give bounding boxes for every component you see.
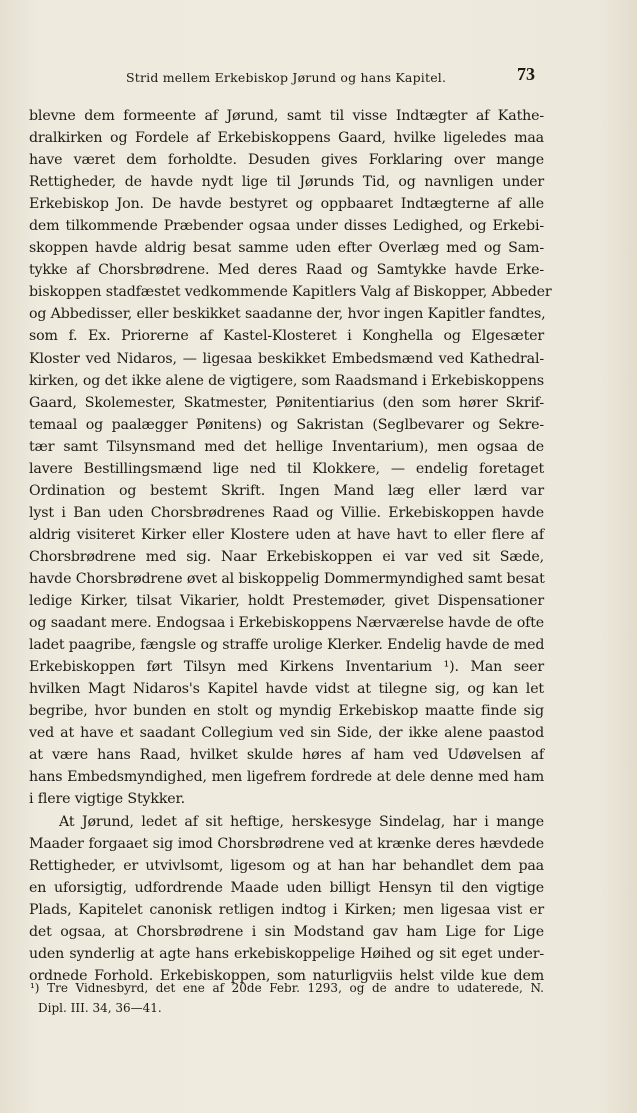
text-line: lavere Bestillingsmænd lige ned til Klokkere, — endelig foretaget [29, 460, 544, 477]
body-text [29, 105, 552, 987]
text-line: ladet paagribe, fængsle og straffe urolige Klerker. Endelig havde de med [29, 637, 545, 654]
text-line: og saadant mere. Endogsaa i Erkebiskoppens Nærværelse havde de ofte [29, 615, 544, 632]
footnotes [30, 978, 544, 1018]
footnote-line: ¹) Tre Vidnesbyrd, det ene af 20de Febr. 1293, og de andre to udaterede, N. [30, 981, 544, 995]
text-line: skoppen havde aldrig besat samme uden efter Overlæg med og Sam- [29, 240, 544, 257]
text-line: dralkirken og Fordele af Erkebiskoppens Gaard, hvilke ligeledes maa [29, 130, 544, 147]
text-line: have været dem forholdte. Desuden gives Forklaring over mange [29, 152, 544, 169]
text-line: tykke af Chorsbrødrene. Med deres Raad og Samtykke havde Erke- [29, 262, 544, 279]
page-header [0, 64, 637, 88]
text-line: som f. Ex. Priorerne af Kastel-Klosteret i Konghella og Elgesæter [29, 328, 544, 345]
text-line: at være hans Raad, hvilket skulde høres af ham ved Udøvelsen af [29, 747, 544, 764]
page-number: 73 [517, 64, 535, 84]
text-line: i flere vigtige Stykker. [29, 791, 185, 808]
text-line: ordnede Forhold. Erkebiskoppen, som naturligviis helst vilde kue dem [29, 967, 544, 984]
text-line: Rettigheder, de havde nydt lige til Jørunds Tid, og navnligen under [29, 174, 544, 191]
text-line: uden synderlig at agte hans erkebiskoppelige Høihed og sit eget under- [29, 945, 544, 962]
text-line: Erkebiskoppen ført Tilsyn med Kirkens Inventarium ¹). Man seer [29, 659, 544, 676]
text-line: Chorsbrødrene med sig. Naar Erkebiskoppen ei var ved sit Sæde, [29, 548, 544, 565]
running-head: Strid mellem Erkebiskop Jørund og hans Kapitel. [126, 70, 447, 85]
text-line: temaal og paalægger Pønitens) og Sakristan (Seglbevarer og Sekre- [29, 416, 544, 433]
text-line: hans Embedsmyndighed, men ligefrem fordrede at dele denne med ham [29, 769, 544, 786]
text-line: Rettigheder, er utvivlsomt, ligesom og at han har behandlet dem paa [29, 857, 544, 874]
text-line: havde Chorsbrødrene øvet al biskoppelig Dommermyndighed samt besat [29, 570, 545, 587]
text-line: ved at have et saadant Collegium ved sin Side, der ikke alene paastod [29, 725, 544, 742]
text-line: blevne dem formeente af Jørund, samt til visse Indtægter af Kathe- [29, 108, 544, 124]
text-line: Erkebiskop Jon. De havde bestyret og oppbaaret Indtægterne af alle [29, 196, 544, 213]
text-line: det ogsaa, at Chorsbrødrene i sin Modstand gav ham Lige for Lige [29, 923, 544, 940]
text-line: ledige Kirker, tilsat Vikarier, holdt Prestemøder, givet Dispensationer [29, 593, 544, 610]
text-line: Kloster ved Nidaros, — ligesaa beskikket Embedsmænd ved Kathedral- [29, 350, 544, 367]
text-line: kirken, og det ikke alene de vigtigere, som Raadsmand i Erkebiskoppens [29, 372, 544, 389]
paragraph-start-line: At Jørund, ledet af sit heftige, herskesyge Sindelag, har i mange [59, 813, 544, 830]
text-line: aldrig visiteret Kirker eller Klostere uden at have havt to eller flere af [29, 526, 544, 543]
text-line: Gaard, Skolemester, Skatmester, Pønitentiarius (den som hører Skrif- [29, 394, 544, 411]
text-line: Plads, Kapitelet canonisk retligen indtog i Kirken; men ligesaa vist er [29, 901, 544, 918]
text-line: Maader forgaaet sig imod Chorsbrødrene ved at krænke deres hævdede [29, 835, 544, 852]
footnote-line: Dipl. III. 34, 36—41. [38, 1001, 162, 1015]
text-line: biskoppen stadfæstet vedkommende Kapitlers Valg af Biskopper, Abbeder [29, 284, 552, 301]
text-line: dem tilkommende Præbender ogsaa under disses Ledighed, og Erkebi- [29, 218, 544, 235]
text-line: og Abbedisser, eller beskikket saadanne der, hvor ingen Kapitler fandtes, [29, 306, 546, 323]
text-line: lyst i Ban uden Chorsbrødrenes Raad og Villie. Erkebiskoppen havde [29, 504, 544, 521]
text-line: tær samt Tilsynsmand med det hellige Inventarium), men ogsaa de [29, 438, 544, 455]
text-line: begribe, hvor bunden en stolt og myndig Erkebiskop maatte finde sig [29, 703, 544, 720]
text-line: hvilken Magt Nidaros's Kapitel havde vidst at tilegne sig, og kan let [29, 681, 544, 698]
text-line: Ordination og bestemt Skrift. Ingen Mand læg eller lærd var [29, 482, 544, 499]
text-line: en uforsigtig, udfordrende Maade uden billigt Hensyn til den vigtige [29, 879, 544, 896]
